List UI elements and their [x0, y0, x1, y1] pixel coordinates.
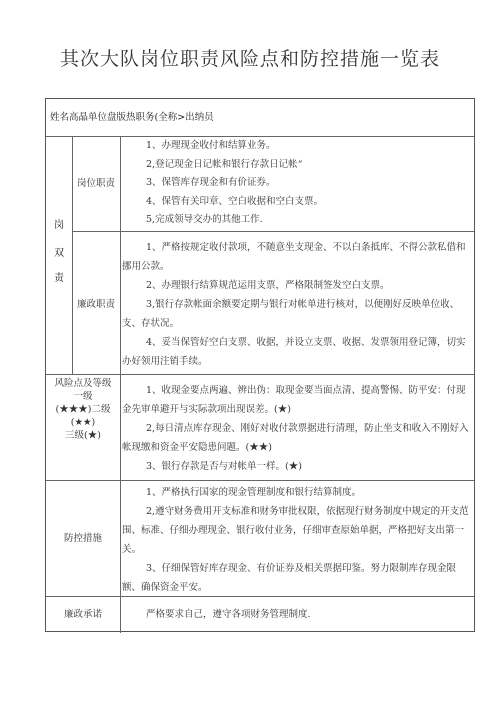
integrity-duty-list — [122, 238, 472, 371]
list-item: 1、严格执行国家的现金管理制度和银行结算制度。 — [146, 487, 362, 498]
list-item: 3、保管库存现金和有价证券。 — [146, 177, 276, 188]
risk-label: 风险点及等级 一级 (★★★)二级 (★★) 三级(★) — [54, 378, 112, 441]
row-divider — [46, 374, 474, 375]
pledge-label: 廉政承诺 — [63, 609, 102, 620]
list-item: 4、保管有关印章、空白收据和空白支票。 — [146, 195, 324, 207]
list-item: 3、仔细保管好库存现金、有价证券及相关票据印鉴。努力限制库存现金限额、确保资金平安。 — [122, 563, 457, 593]
list-item: 2,遵守财务费用开支标准和财务审批权限，依据现行财务制度中规定的开支范围、标准、仔细办理现金、银行收付业务，仔细审查原始单据，严格把好支出第一关。 — [122, 506, 469, 555]
row-divider — [46, 480, 474, 481]
pledge-text: 严格要求自己，遵守各项财务管理制度. — [146, 609, 311, 620]
col-divider — [120, 136, 121, 633]
header-info: 姓名高晶单位盘版热职务(全称>出纳员 — [50, 112, 214, 123]
post-label-char: 责 — [54, 273, 64, 284]
list-item: 2、办理银行结算规范运用支票，严格限制签发空白支票。 — [146, 280, 390, 291]
list-item: 5,完成领导交办的其他工作. — [146, 214, 263, 225]
risk-list — [122, 381, 472, 476]
prevention-list — [122, 483, 472, 597]
col-divider — [72, 136, 73, 374]
post-label-char: 岗 — [54, 220, 64, 231]
list-item: 1、办理现金收付和结算业务。 — [146, 140, 276, 151]
list-item: 3、银行存款是否与对帐单一样。(★) — [146, 461, 302, 472]
integrity-duty-label: 廉政职责 — [76, 299, 115, 310]
list-item: 2,每日清点库存现金、刚好对收付款票据进行清理，防止坐支和收入不刚好入帐现缴和资金平安隐患问题。(★★) — [122, 423, 469, 453]
list-item: 1、严格按规定收付款项，不随意坐支现金、不以白条抵库、不得公款私借和挪用公款。 — [122, 242, 466, 272]
duty-table — [45, 98, 475, 632]
row-divider — [72, 231, 474, 232]
list-item: 4、妥当保管好空白支票、收据，并设立支票、收据、发票领用登记簿，切实办好领用注销手续。 — [122, 337, 466, 367]
prevention-label: 防控措施 — [63, 533, 102, 544]
list-item: 2,登记现金日记帐和银行存款日记帐“ — [146, 158, 303, 170]
post-duty-list — [146, 137, 466, 230]
post-duty-label: 岗位职责 — [76, 178, 115, 189]
list-item: 3,银行存款帐面余额要定期与银行对帐单进行核对，以便刚好反映单位收、支、存状况。 — [122, 299, 460, 329]
page-title: 其次大队岗位职责风险点和防控措施一览表 — [59, 48, 440, 70]
post-label-char: 双 — [54, 248, 64, 259]
list-item: 1、收现金要点两遍、辨出伪：取现金要当面点清、提高警惕、防平安：付现金先审单避开与实际款项出现误差。(★) — [122, 385, 466, 415]
